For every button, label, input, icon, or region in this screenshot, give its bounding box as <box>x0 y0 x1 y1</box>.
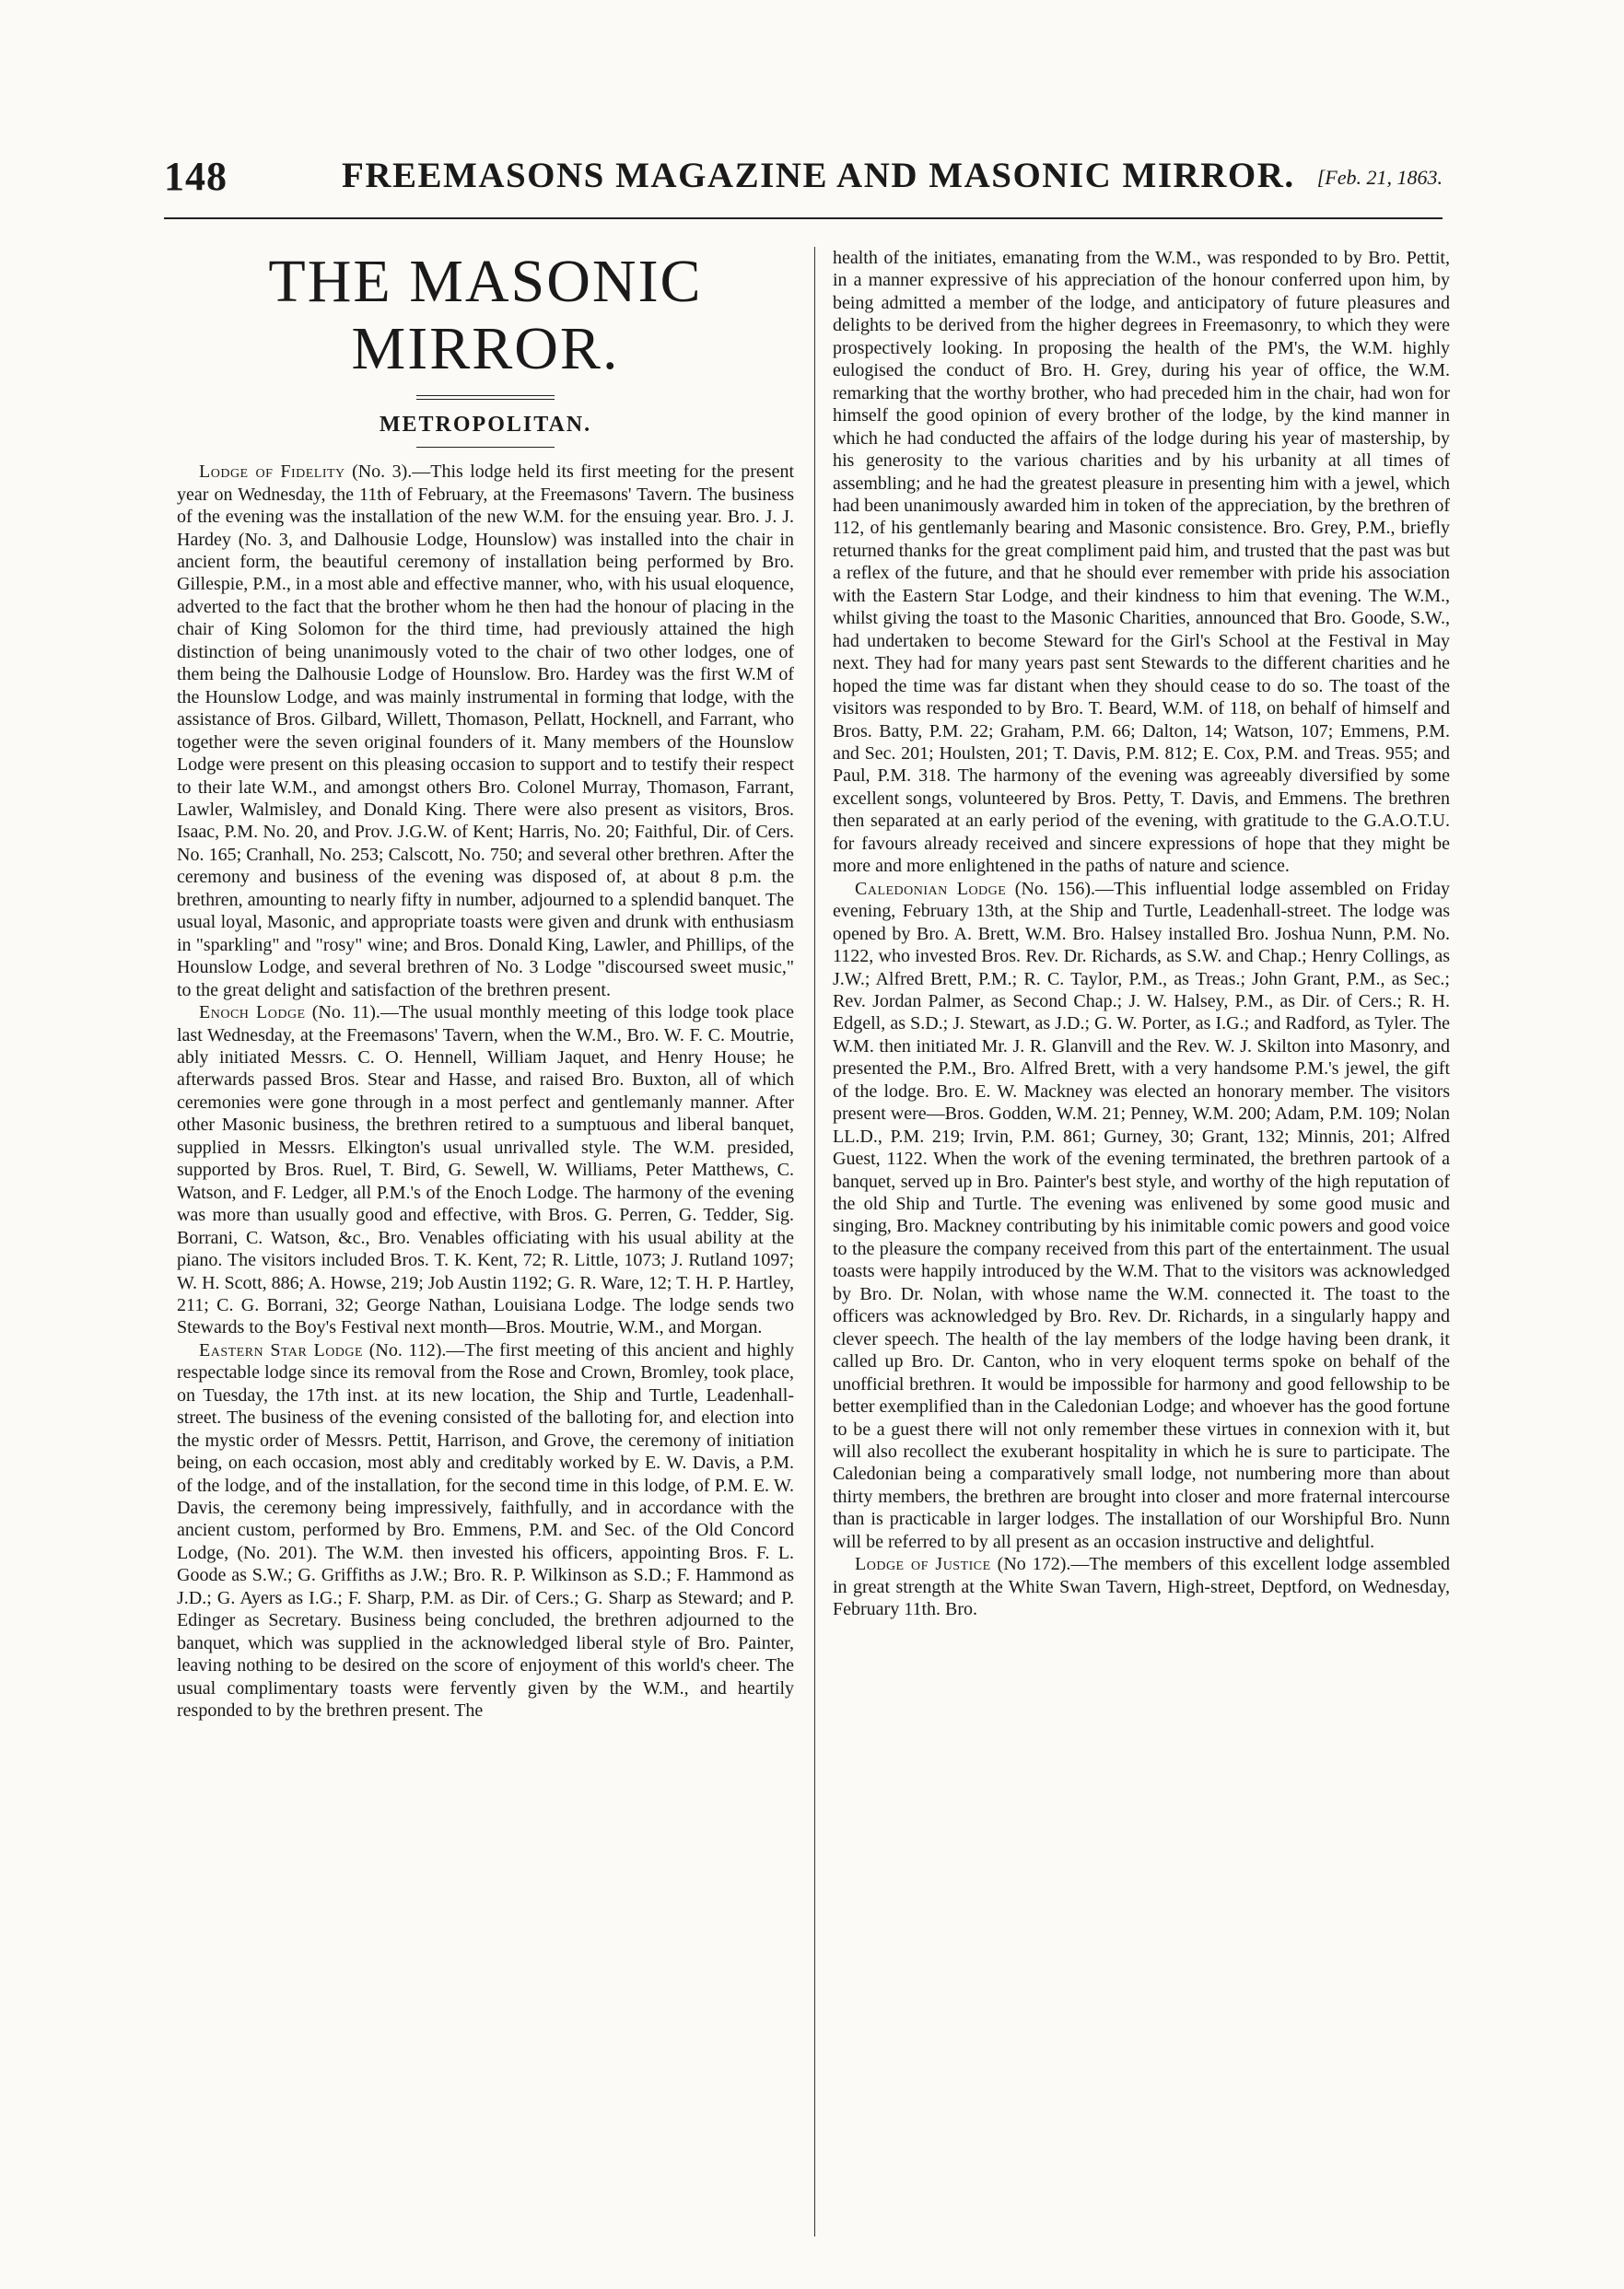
section-title: THE MASONIC MIRROR. <box>268 249 703 382</box>
page-number: 148 <box>164 154 228 199</box>
issue-date: [Feb. 21, 1863. <box>1316 166 1443 189</box>
left-column <box>177 249 794 2248</box>
lodge-name: Lodge of Fidelity <box>199 461 345 483</box>
article-eastern-star-continued: health of the initiates, emanating from the W.M., was responded to by Bro. Pettit, in a manner expressive of his appreciation of the honour conferred upon him, by being admitted a member of the lodge, and anticipatory of future pleasures and delights to be derived from the higher degrees in Freemasonry, to which they were prospectively looking. In proposing the health of the PM's, the W.M. highly eulogised the conduct of Bro. H. Grey, during his year of office, the W.M. remarking that the worthy brother, who had preceded him in the chair, had won for himself the good opinion of every brother of the lodge, by the kind manner in which he had conducted the affairs of the lodge during his year of mastership, by his generosity to the various charities and by his urbanity at all times of assembling; and he had the greatest pleasure in presenting him with a jewel, which had been unanimously awarded him in token of the appreciation, by the brethren of 112, of his gentlemanly bearing and Masonic consistence. Bro. Grey, P.M., briefly returned thanks for the great compliment paid him, and trusted that the past was but a reflex of the future, and that he should ever remember with pride his association with the Eastern Star Lodge, and their kindness to him that evening. The W.M., whilst giving the toast to the Masonic Charities, announced that Bro. Goode, S.W., had undertaken to become Steward for the Girl's School at the Festival in May next. They had for many years past sent Stewards to the different charities and he hoped the time was far distant when they should cease to do so. The toast of the visitors was responded to by Bro. T. Beard, W.M. of 118, on behalf of himself and Bros. Batty, P.M. 22; Graham, P.M. 66; Dalton, 14; Watson, 107; Emmens, P.M. and Sec. 201; Houlsten, 201; T. Davis, P.M. 812; E. Cox, P.M. and Treas. 955; and Paul, P.M. 318. The harmony of the evening was agreeably diversified by some excellent songs, volunteered by Bros. Petty, T. Davis, and Emmens. The brethren then separated at an early period of the evening, with gratitude to the G.A.O.T.U. for favours already received and sincere expressions of hope that they might be more and more enlightened in the paths of nature and science. <box>833 248 1450 877</box>
article-body: (No. 156).—This influential lodge assembled on Friday evening, February 13th, at the Ship and Turtle, Leadenhall-street. The lodge was opened by Bro. A. Brett, W.M. Bro. Halsey installed Bro. Joshua Nunn, P.M. No. 1122, who invested Bros. Rev. Dr. Richards, as S.W. and Chap.; Henry Collings, as J.W.; Alfred Brett, P.M.; R. C. Taylor, P.M., as Treas.; John Grant, P.M., as Sec.; Rev. Jordan Palmer, as Second Chap.; J. W. Halsey, P.M., as Dir. of Cers.; R. H. Edgell, as S.D.; J. Stewart, as J.D.; G. W. Porter, as I.G.; and Radford, as Tyler. The W.M. then initiated Mr. J. R. Glanvill and the Rev. W. J. Skilton into Masonry, and presented the P.M., Bro. Alfred Brett, with a very handsome P.M.'s jewel, the gift of the lodge. Bro. E. W. Mackney was elected an honorary member. The visitors present were—Bros. Godden, W.M. 21; Penney, W.M. 200; Adam, P.M. 109; Nolan LL.D., P.M. 219; Irvin, P.M. 861; Gurney, 30; Grant, 132; Minnis, 201; Alfred Guest, 1122. When the work of the evening terminated, the brethren partook of a banquet, served up in Bro. Painter's best style, and worthy of the high reputation of the old Ship and Turtle. The evening was enlivened by some good music and singing, Bro. Mackney contributing by his inimitable comic powers and good voice to the pleasure the company received from this part of the entertainment. The usual toasts were happily introduced by the W.M. That to the visitors was acknowledged by Bro. Dr. Nolan, with whose name the W.M. connected it. The toast to the officers was acknowledged by Bro. Rev. Dr. Richards, in a singularly happy and clever speech. The health of the lay members of the lodge having been drank, it called up Bro. Dr. Canton, who in very eloquent terms spoke on behalf of the unofficial brethren. It would be impossible for harmony and good fellowship to be better exemplified than in the Caledonian Lodge; and whoever has the good fortune to be a guest there will not only remember these virtues in connexion with it, but will also recollect the exuberant hospitality in which he is sure to participate. The Caledonian being a comparatively small lodge, not numbering more than about thirty members, the brethren are brought into closer and more fraternal intercourse than is practicable in larger lodges. The installation of our Worshipful Bro. Nunn will be referred to by all present as an occasion instructive and delightful. <box>833 878 1450 1552</box>
article-eastern-star <box>177 1339 794 1723</box>
lodge-name: Caledonian Lodge <box>855 878 1007 899</box>
header-rule <box>164 217 1443 219</box>
article-caledonian <box>833 878 1450 1554</box>
lodge-name: Eastern Star Lodge <box>199 1339 364 1361</box>
article-enoch <box>177 1001 794 1339</box>
column-divider <box>814 247 815 2236</box>
article-body: (No. 112).—The first meeting of this ancient and highly respectable lodge since its removal from the Rose and Crown, Bromley, took place, on Tuesday, the 17th inst. at its new location, the Ship and Turtle, Leadenhall-street. The business of the evening consisted of the balloting for, and election into the mystic order of Messrs. Pettit, Harrison, and Grove, the ceremony of initiation being, on each occasion, most ably and creditably worked by E. W. Davis, a P.M. of the lodge, and of the installation, for the second time in this lodge, of P.M. E. W. Davis, the ceremony being impressively, faithfully, and in accordance with the ancient custom, performed by Bro. Emmens, P.M. and Sec. of the Old Concord Lodge, (No. 201). The W.M. then invested his officers, appointing Bros. F. L. Goode as S.W.; G. Griffiths as J.W.; Bro. R. P. Wilkinson as S.D.; F. Hammond as J.D.; G. Ayers as I.G.; F. Sharp, P.M. as Dir. of Cers.; G. Sharp as Steward; and P. Edinger as Secretary. Business being concluded, the brethren adjourned to the banquet, which was supplied in the acknowledged liberal style of Bro. Painter, leaving nothing to be desired on the score of enjoyment of this world's cheer. The usual complimentary toasts were fervently given by the W.M., and heartily responded to by the brethren present. The <box>177 1339 794 1722</box>
section-subhead: METROPOLITAN. <box>379 413 592 438</box>
title-rule <box>416 395 555 400</box>
article-body: (No 172).—The members of this excellent lodge assembled in great strength at the White Swan Tavern, High-street, Deptford, on Wednesday, February 11th. Bro. <box>833 1554 1450 1620</box>
right-column <box>833 247 1450 2246</box>
lodge-name: Enoch Lodge <box>199 1002 306 1023</box>
article-body: (No. 3).—This lodge held its first meeting for the present year on Wednesday, the 11th of February, at the Freemasons' Tavern. The business of the evening was the installation of the new W.M. for the ensuing year. Bro. J. J. Hardey (No. 3, and Dalhousie Lodge, Hounslow) was installed into the chair in ancient form, the beautiful ceremony of installation being performed by Bro. Gillespie, P.M., in a most able and effective manner, who, with his usual eloquence, adverted to the fact that the brother whom he then had the honour of placing in the chair of King Solomon for the third time, had previously attained the high distinction of being unanimously voted to the chair of two other lodges, one of them being the Dalhousie Lodge of Hounslow. Bro. Hardey was the first W.M of the Hounslow Lodge, and was mainly instrumental in forming that lodge, with the assistance of Bros. Gilbard, Willett, Thomason, Pellatt, Hocknell, and Farrant, who together were the seven original founders of it. Many members of the Hounslow Lodge were present on this pleasing occasion to support and to testify their respect to their late W.M., and amongst others Bro. Colonel Murray, Thomason, Farrant, Lawler, Walmisley, and Donald King. There were also present as visitors, Bros. Isaac, P.M. No. 20, and Prov. J.G.W. of Kent; Harris, No. 20; Faithful, Dir. of Cers. No. 165; Cranhall, No. 253; Calscott, No. 750; and several other brethren. After the ceremony and business of the evening was disposed of, at about 8 p.m. the brethren, amounting to nearly fifty in number, adjourned to a splendid banquet. The usual loyal, Masonic, and appropriate toasts were given and drunk with enthusiasm in "sparkling" and "rosy" wine; and Bros. Donald King, Lawler, and Phillips, of the Hounslow Lodge, and several brethren of No. 3 Lodge "discoursed sweet music," to the great delight and satisfaction of the brethren present. <box>177 461 794 1000</box>
subhead-rule <box>416 447 555 448</box>
article-justice <box>833 1553 1450 1620</box>
article-body: (No. 11).—The usual monthly meeting of this lodge took place last Wednesday, at the Freemasons' Tavern, when the W.M., Bro. W. F. C. Moutrie, ably initiated Messrs. C. O. Hennell, William Jaquet, and Henry House; he afterwards passed Bros. Stear and Hasse, and raised Bro. Buxton, all of which ceremonies were gone through in a most perfect and gentlemanly manner. After other Masonic business, the brethren retired to a sumptuous and liberal banquet, supplied in Messrs. Elkington's usual unrivalled style. The W.M. presided, supported by Bros. Ruel, T. Bird, G. Sewell, W. Williams, Peter Matthews, C. Watson, and F. Ledger, all P.M.'s of the Enoch Lodge. The harmony of the evening was more than usually good and effective, with Bros. G. Perren, G. Tedder, Sig. Borrani, C. Watson, &c., Bro. Venables officiating with his usual ability at the piano. The visitors included Bros. T. K. Kent, 72; R. Little, 1073; J. Rutland 1097; W. H. Scott, 886; A. Howse, 219; Job Austin 1192; G. R. Ware, 12; T. H. P. Hartley, 211; C. G. Borrani, 32; George Nathan, Louisiana Lodge. The lodge sends two Stewards to the Boy's Festival next month—Bros. Moutrie, W.M., and Morgan. <box>177 1002 794 1338</box>
lodge-name: Lodge of Justice <box>855 1554 991 1575</box>
running-title: FREEMASONS MAGAZINE AND MASONIC MIRROR. <box>342 156 1295 195</box>
masthead <box>164 153 1443 208</box>
article-fidelity <box>177 461 794 1001</box>
